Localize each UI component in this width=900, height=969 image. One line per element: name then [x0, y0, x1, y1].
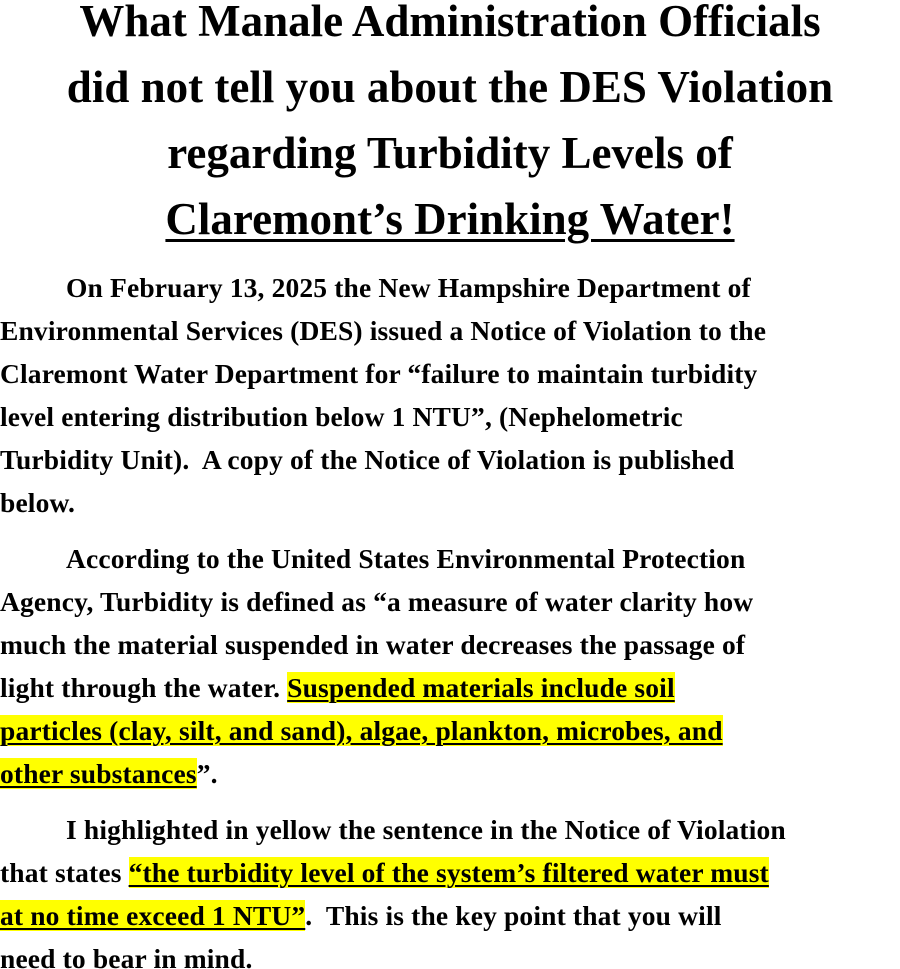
headline-line-2: did not tell you about the DES Violation — [66, 62, 834, 112]
paragraph-line — [0, 666, 900, 709]
paragraph-line — [0, 752, 900, 795]
headline-line-4 — [0, 186, 900, 252]
plain-text: ”. — [196, 758, 218, 789]
headline-underlined-text: Claremont’s Drinking Water! — [165, 194, 735, 244]
paragraph-line: Agency, Turbidity is defined as “a measure of water clarity how — [0, 586, 754, 617]
paragraph-line: On February 13, 2025 the New Hampshire Department of — [66, 272, 751, 303]
headline — [0, 0, 900, 252]
headline-line-1: What Manale Administration Officials — [79, 0, 821, 46]
paragraph-line: According to the United States Environmental Protection — [66, 543, 746, 574]
paragraph-line: level entering distribution below 1 NTU”, (Nephelometric — [0, 401, 683, 432]
headline-line-3: regarding Turbidity Levels of — [167, 128, 733, 178]
paragraph-line — [0, 851, 900, 894]
highlighted-text: particles (clay, silt, and sand), algae, plankton, microbes, and — [0, 715, 723, 746]
paragraph-line: Claremont Water Department for “failure to maintain turbidity — [0, 358, 758, 389]
paragraph-line — [0, 709, 900, 752]
plain-text: light through the water. — [0, 672, 288, 703]
plain-text: . This is the key point that you will — [305, 900, 722, 931]
paragraph-line: below. — [0, 487, 76, 518]
paragraph-line: Environmental Services (DES) issued a Notice of Violation to the — [0, 315, 767, 346]
highlighted-text: Suspended materials include soil — [287, 672, 675, 703]
highlighted-text: at no time exceed 1 NTU” — [0, 900, 306, 931]
paragraph-line: Turbidity Unit). A copy of the Notice of Violation is published — [0, 444, 735, 475]
paragraph-violation-notice — [0, 266, 900, 524]
paragraph-key-point — [0, 808, 900, 969]
paragraph-line — [0, 894, 900, 937]
paragraph-line: much the material suspended in water decreases the passage of — [0, 629, 746, 660]
paragraph-turbidity-definition — [0, 537, 900, 795]
highlighted-text: other substances — [0, 758, 197, 789]
paragraph-line: I highlighted in yellow the sentence in the Notice of Violation — [66, 814, 786, 845]
paragraph-line: need to bear in mind. — [0, 943, 253, 969]
highlighted-text: “the turbidity level of the system’s filtered water must — [128, 857, 769, 888]
plain-text: that states — [0, 857, 129, 888]
